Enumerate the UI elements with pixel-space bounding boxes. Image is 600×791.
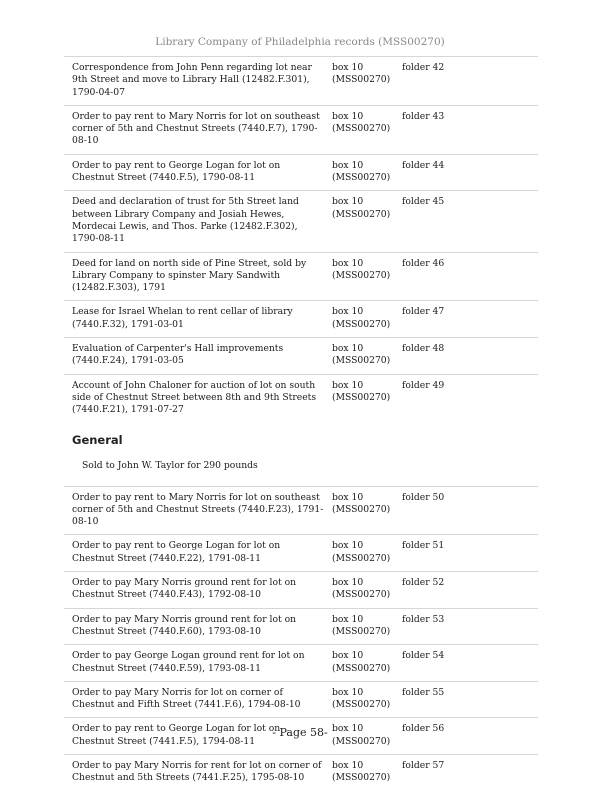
item-group-1	[64, 56, 538, 423]
item-folder: folder 48	[402, 343, 445, 355]
list-item	[64, 681, 538, 718]
item-description: Deed and declaration of trust for 5th Street land between Library Company and Josiah Hewes, Mordecai Lewis, and Thos. Parke (12482.F.302), 1790-08-11	[72, 196, 299, 245]
section-title: General	[72, 432, 123, 447]
item-description: Order to pay rent to Mary Norris for lot on southeast corner of 5th and Chestnut Streets (7440.F.23), 1791-08-10	[72, 491, 324, 528]
item-folder: folder 53	[402, 613, 445, 625]
item-folder: folder 43	[402, 110, 445, 122]
item-folder: folder 46	[402, 257, 445, 269]
page-header: Library Company of Philadelphia records (MSS00270)	[155, 36, 445, 48]
item-folder: folder 47	[402, 306, 445, 318]
item-box: box 10 (MSS00270)	[332, 686, 391, 711]
item-box: box 10 (MSS00270)	[332, 613, 391, 637]
item-box: box 10 (MSS00270)	[332, 257, 391, 281]
list-item	[64, 154, 538, 191]
item-box: box 10 (MSS00270)	[332, 343, 391, 367]
item-folder: folder 45	[402, 196, 445, 208]
item-folder: folder 57	[402, 759, 445, 771]
list-item	[64, 644, 538, 681]
list-item	[64, 337, 538, 374]
item-description: Evaluation of Carpenter's Hall improvements (7440.F.24), 1791-03-05	[72, 343, 284, 367]
item-folder: folder 52	[402, 577, 445, 589]
item-folder: folder 42	[402, 62, 445, 73]
item-folder: folder 50	[402, 491, 445, 503]
item-description: Order to pay rent to George Logan for lot on Chestnut Street (7440.F.5), 1790-08-11	[72, 159, 281, 184]
section-note: Sold to John W. Taylor for 290 pounds	[82, 459, 258, 471]
list-item	[64, 486, 538, 535]
item-description: Order to pay rent to George Logan for lot on Chestnut Street (7441.F.5), 1794-08-11	[72, 723, 281, 747]
page-number: - Page 58-	[272, 726, 328, 739]
container-list	[64, 56, 538, 791]
list-item	[64, 571, 538, 608]
item-description: Deed for land on north side of Pine Street, sold by Library Company to spinster Mary Sandwith (12482.F.303), 1791	[72, 257, 307, 294]
item-description: Order to pay Mary Norris ground rent for lot on Chestnut Street (7440.F.43), 1792-08-10	[72, 577, 297, 601]
item-box: box 10 (MSS00270)	[332, 196, 391, 220]
item-description: Order to pay rent to George Logan for lot on Chestnut Street (7440.F.22), 1791-08-11	[72, 540, 281, 564]
item-folder: folder 49	[402, 379, 445, 391]
item-box: box 10 (MSS00270)	[332, 577, 391, 601]
item-box: box 10 (MSS00270)	[332, 306, 391, 330]
item-description: Order to pay Mary Norris for lot on corner of Chestnut and Fifth Street (7441.F.6), 1794-08-10	[72, 686, 301, 711]
item-box: box 10 (MSS00270)	[332, 110, 391, 135]
list-item	[64, 754, 538, 791]
list-item	[64, 190, 538, 251]
list-item	[64, 105, 538, 154]
item-group-2	[64, 486, 538, 791]
item-box: box 10 (MSS00270)	[332, 62, 391, 86]
item-description: Account of John Chaloner for auction of lot on south side of Chestnut Street between 8th and 9th Streets (7440.F.21), 1791-07-27	[72, 379, 317, 416]
item-box: box 10 (MSS00270)	[332, 759, 391, 784]
list-item	[64, 608, 538, 645]
item-description: Correspondence from John Penn regarding lot near 9th Street and move to Library Hall (12482.F.301), 1790-04-07	[72, 62, 312, 98]
item-description: Order to pay George Logan ground rent for lot on Chestnut Street (7440.F.59), 1793-08-11	[72, 650, 305, 674]
item-folder: folder 54	[402, 650, 445, 662]
list-item	[64, 534, 538, 571]
item-folder: folder 56	[402, 723, 445, 735]
list-item	[64, 374, 538, 423]
item-folder: folder 51	[402, 540, 445, 552]
item-description: Order to pay Mary Norris for rent for lot on corner of Chestnut and 5th Streets (7441.F.25), 1795-08-10	[72, 759, 322, 784]
item-box: box 10 (MSS00270)	[332, 491, 391, 515]
item-box: box 10 (MSS00270)	[332, 159, 391, 184]
item-box: box 10 (MSS00270)	[332, 379, 391, 403]
item-box: box 10 (MSS00270)	[332, 540, 391, 564]
list-item	[64, 56, 538, 105]
item-box: box 10 (MSS00270)	[332, 723, 391, 747]
item-description: Order to pay rent to Mary Norris for lot on southeast corner of 5th and Chestnut Streets (7440.F.7), 1790-08-10	[72, 110, 320, 147]
item-box: box 10 (MSS00270)	[332, 650, 391, 674]
item-folder: folder 44	[402, 159, 445, 171]
item-folder: folder 55	[402, 686, 445, 698]
item-description: Order to pay Mary Norris ground rent for lot on Chestnut Street (7440.F.60), 1793-08-10	[72, 613, 297, 637]
list-item	[64, 252, 538, 301]
list-item	[64, 300, 538, 337]
item-description: Lease for Israel Whelan to rent cellar of library (7440.F.32), 1791-03-01	[72, 306, 293, 330]
